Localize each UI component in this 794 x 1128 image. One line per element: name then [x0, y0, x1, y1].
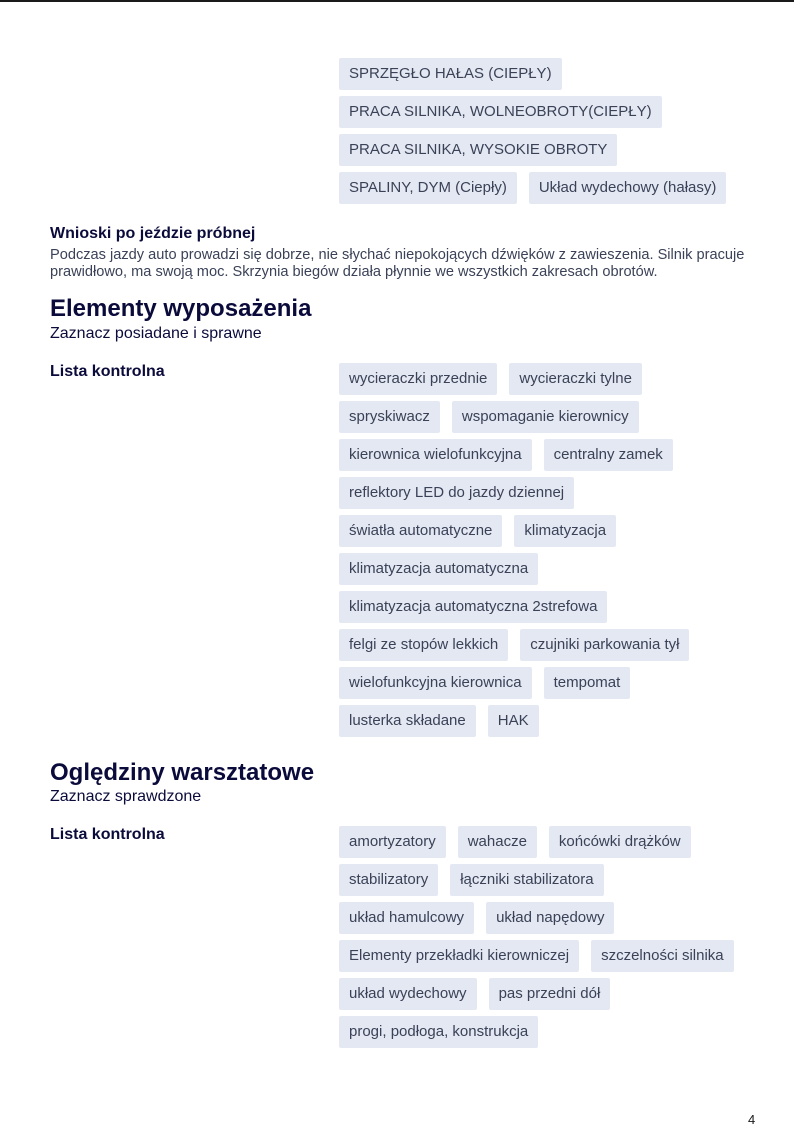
workshop-tag: łączniki stabilizatora	[450, 864, 603, 896]
workshop-section-title: Oględziny warsztatowe	[50, 759, 315, 786]
workshop-tag: stabilizatory	[339, 864, 438, 896]
equipment-tag: wycieraczki tylne	[509, 363, 642, 395]
equipment-tag: klimatyzacja automatyczna	[339, 553, 538, 585]
equipment-section-title: Elementy wyposażenia	[50, 295, 312, 322]
top-border	[0, 0, 794, 2]
test-drive-tag-list	[339, 58, 749, 204]
workshop-tag-list	[339, 826, 749, 1048]
equipment-tag-list	[339, 363, 749, 737]
equipment-section-subtitle: Zaznacz posiadane i sprawne	[50, 325, 262, 342]
test-drive-tag: PRACA SILNIKA, WOLNEOBROTY(CIEPŁY)	[339, 96, 662, 128]
test-drive-tag: PRACA SILNIKA, WYSOKIE OBROTY	[339, 134, 617, 166]
workshop-tag: układ wydechowy	[339, 978, 477, 1010]
conclusions-text: Podczas jazdy auto prowadzi się dobrze, nie słychać niepokojących dźwięków z zawieszenia. Silnik pracuje prawidłowo, ma swoją moc. Skrzynia biegów działa płynnie we wszystkich zakresach obrotów.	[50, 247, 745, 280]
equipment-tag: światła automatyczne	[339, 515, 502, 547]
workshop-tag: układ napędowy	[486, 902, 614, 934]
test-drive-tag: SPRZĘGŁO HAŁAS (CIEPŁY)	[339, 58, 562, 90]
equipment-tag: wielofunkcyjna kierownica	[339, 667, 532, 699]
equipment-tag: klimatyzacja automatyczna 2strefowa	[339, 591, 607, 623]
equipment-tag: centralny zamek	[544, 439, 673, 471]
equipment-tag: tempomat	[544, 667, 631, 699]
workshop-tag: Elementy przekładki kierowniczej	[339, 940, 579, 972]
equipment-tag: czujniki parkowania tył	[520, 629, 689, 661]
equipment-tag: spryskiwacz	[339, 401, 440, 433]
equipment-tag: lusterka składane	[339, 705, 476, 737]
equipment-tag: HAK	[488, 705, 539, 737]
page-number: 4	[748, 1112, 756, 1127]
workshop-tag: końcówki drążków	[549, 826, 691, 858]
workshop-section-subtitle: Zaznacz sprawdzone	[50, 788, 202, 805]
equipment-tag: wspomaganie kierownicy	[452, 401, 639, 433]
equipment-tag: felgi ze stopów lekkich	[339, 629, 508, 661]
workshop-tag: wahacze	[458, 826, 537, 858]
test-drive-tag: Układ wydechowy (hałasy)	[529, 172, 727, 204]
test-drive-tag: SPALINY, DYM (Ciepły)	[339, 172, 517, 204]
equipment-tag: wycieraczki przednie	[339, 363, 497, 395]
equipment-checklist-label: Lista kontrolna	[50, 363, 165, 380]
workshop-tag: progi, podłoga, konstrukcja	[339, 1016, 538, 1048]
conclusions-title: Wnioski po jeździe próbnej	[50, 225, 256, 242]
equipment-tag: kierownica wielofunkcyjna	[339, 439, 532, 471]
workshop-tag: układ hamulcowy	[339, 902, 474, 934]
workshop-checklist-label: Lista kontrolna	[50, 826, 165, 843]
workshop-tag: szczelności silnika	[591, 940, 734, 972]
workshop-tag: amortyzatory	[339, 826, 446, 858]
equipment-tag: reflektory LED do jazdy dziennej	[339, 477, 574, 509]
workshop-tag: pas przedni dół	[489, 978, 611, 1010]
equipment-tag: klimatyzacja	[514, 515, 616, 547]
